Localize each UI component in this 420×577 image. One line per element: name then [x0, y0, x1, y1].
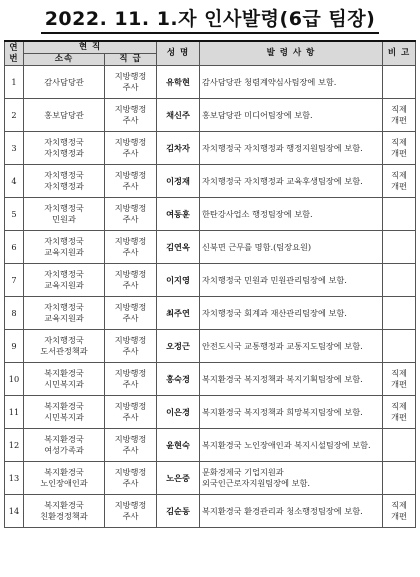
header-current-position: 현 직	[24, 41, 157, 54]
table-row	[5, 264, 416, 297]
table-row	[5, 330, 416, 363]
table-row	[5, 429, 416, 462]
table-row	[5, 363, 416, 396]
cell-org: 자치행정국 교육지원과	[24, 264, 105, 297]
cell-no: 5	[5, 198, 24, 231]
table-row	[5, 495, 416, 528]
cell-name: 이지영	[157, 264, 200, 297]
cell-note	[383, 231, 416, 264]
cell-org: 자치행정국 교육지원과	[24, 297, 105, 330]
cell-detail: 홍보담당관 미디어팀장에 보함.	[200, 99, 383, 132]
cell-detail: 감사담당관 청렴계약심사팀장에 보함.	[200, 66, 383, 99]
cell-name: 김차자	[157, 132, 200, 165]
header-org: 소속	[24, 54, 105, 66]
cell-name: 이정재	[157, 165, 200, 198]
cell-org: 감사담당관	[24, 66, 105, 99]
cell-detail: 복지환경국 노인장애인과 복지시설팀장에 보함.	[200, 429, 383, 462]
cell-org: 자치행정국 도서관정책과	[24, 330, 105, 363]
cell-no: 8	[5, 297, 24, 330]
page-title: 2022. 11. 1.자 인사발령(6급 팀장)	[41, 4, 380, 34]
cell-rank: 지방행정 주사	[105, 396, 157, 429]
cell-detail: 복지환경국 복지정책과 복지기획팀장에 보함.	[200, 363, 383, 396]
table-row	[5, 297, 416, 330]
cell-org: 자치행정국 자치행정과	[24, 132, 105, 165]
cell-detail: 문화경제국 기업지원과 외국인근로자지원팀장에 보함.	[200, 462, 383, 495]
cell-note	[383, 198, 416, 231]
table-row	[5, 396, 416, 429]
cell-name: 김순동	[157, 495, 200, 528]
cell-note	[383, 330, 416, 363]
cell-rank: 지방행정 주사	[105, 330, 157, 363]
cell-no: 4	[5, 165, 24, 198]
cell-no: 14	[5, 495, 24, 528]
cell-name: 김연옥	[157, 231, 200, 264]
cell-rank: 지방행정 주사	[105, 462, 157, 495]
cell-rank: 지방행정 주사	[105, 264, 157, 297]
cell-note: 직제 개편	[383, 165, 416, 198]
cell-note: 직제 개편	[383, 363, 416, 396]
cell-org: 자치행정국 교육지원과	[24, 231, 105, 264]
table-row	[5, 132, 416, 165]
cell-no: 11	[5, 396, 24, 429]
header-row-1	[5, 41, 416, 54]
cell-detail: 안전도시국 교통행정과 교통지도팀장에 보함.	[200, 330, 383, 363]
cell-note	[383, 297, 416, 330]
cell-rank: 지방행정 주사	[105, 297, 157, 330]
cell-org: 복지환경국 친환경정책과	[24, 495, 105, 528]
cell-detail: 복지환경국 환경관리과 청소행정팀장에 보함.	[200, 495, 383, 528]
header-note: 비 고	[383, 41, 416, 66]
table-row	[5, 462, 416, 495]
cell-no: 12	[5, 429, 24, 462]
cell-note: 직제 개편	[383, 495, 416, 528]
cell-name: 윤현숙	[157, 429, 200, 462]
cell-detail: 자치행정국 민원과 민원관리팀장에 보함.	[200, 264, 383, 297]
cell-name: 노은중	[157, 462, 200, 495]
table-row	[5, 165, 416, 198]
cell-note	[383, 66, 416, 99]
cell-org: 홍보담당관	[24, 99, 105, 132]
cell-detail: 자치행정국 자치행정과 교육후생팀장에 보함.	[200, 165, 383, 198]
cell-name: 유학현	[157, 66, 200, 99]
table-row	[5, 231, 416, 264]
cell-name: 채신주	[157, 99, 200, 132]
cell-detail: 자치행정국 자치행정과 행정지원팀장에 보함.	[200, 132, 383, 165]
header-detail: 발 령 사 항	[200, 41, 383, 66]
cell-no: 13	[5, 462, 24, 495]
header-no: 연번	[5, 41, 24, 66]
cell-no: 3	[5, 132, 24, 165]
cell-rank: 지방행정 주사	[105, 99, 157, 132]
cell-note: 직제 개편	[383, 132, 416, 165]
cell-rank: 지방행정 주사	[105, 363, 157, 396]
cell-rank: 지방행정 주사	[105, 429, 157, 462]
cell-detail: 자치행정국 회계과 재산관리팀장에 보함.	[200, 297, 383, 330]
header-name: 성 명	[157, 41, 200, 66]
cell-org: 복지환경국 시민복지과	[24, 396, 105, 429]
cell-name: 홍숙경	[157, 363, 200, 396]
cell-no: 9	[5, 330, 24, 363]
cell-note	[383, 429, 416, 462]
cell-rank: 지방행정 주사	[105, 66, 157, 99]
cell-no: 7	[5, 264, 24, 297]
table-body	[5, 66, 416, 528]
cell-note: 직제 개편	[383, 99, 416, 132]
cell-note	[383, 462, 416, 495]
header-rank: 직 급	[105, 54, 157, 66]
personnel-table	[4, 40, 416, 528]
table-row	[5, 198, 416, 231]
cell-detail: 신북면 근무를 명함.(팀장요원)	[200, 231, 383, 264]
cell-org: 복지환경국 시민복지과	[24, 363, 105, 396]
cell-no: 2	[5, 99, 24, 132]
cell-detail: 복지환경국 복지정책과 희망복지팀장에 보함.	[200, 396, 383, 429]
cell-org: 자치행정국 자치행정과	[24, 165, 105, 198]
cell-no: 6	[5, 231, 24, 264]
table-row	[5, 66, 416, 99]
cell-name: 이은경	[157, 396, 200, 429]
cell-org: 복지환경국 노인장애인과	[24, 462, 105, 495]
cell-rank: 지방행정 주사	[105, 165, 157, 198]
title-area	[0, 0, 420, 34]
cell-name: 여동훈	[157, 198, 200, 231]
cell-name: 오정근	[157, 330, 200, 363]
cell-org: 복지환경국 여성가족과	[24, 429, 105, 462]
cell-detail: 한탄강사업소 행정팀장에 보함.	[200, 198, 383, 231]
cell-rank: 지방행정 주사	[105, 198, 157, 231]
cell-org: 자치행정국 민원과	[24, 198, 105, 231]
cell-note	[383, 264, 416, 297]
cell-no: 10	[5, 363, 24, 396]
cell-note: 직제 개편	[383, 396, 416, 429]
cell-name: 최주연	[157, 297, 200, 330]
cell-rank: 지방행정 주사	[105, 495, 157, 528]
table-row	[5, 99, 416, 132]
cell-no: 1	[5, 66, 24, 99]
cell-rank: 지방행정 주사	[105, 132, 157, 165]
cell-rank: 지방행정 주사	[105, 231, 157, 264]
